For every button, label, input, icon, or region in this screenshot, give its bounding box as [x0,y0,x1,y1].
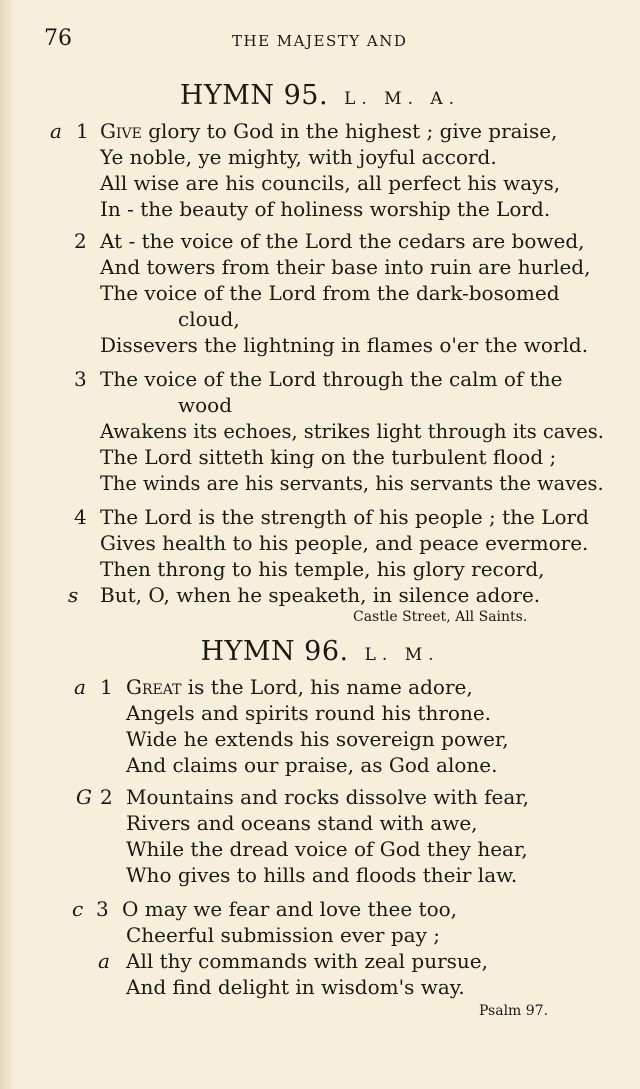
hymn-95-heading [0,80,640,111]
verse-number: 4 [74,505,87,529]
page-number: 76 [44,26,72,51]
verse-line: Mountains and rocks dissolve with fear, [126,785,529,809]
dynamic-mark: a [50,119,62,143]
first-word: Give [100,119,142,143]
verse-number: 1 [100,675,113,699]
running-title: THE MAJESTY AND [232,32,408,50]
hymn-95-title: HYMN 95. [179,80,329,111]
dynamic-mark: a [74,675,86,699]
verse-line: All wise are his councils, all perfect his ways, [100,171,561,195]
verse-line: All thy commands with zeal pursue, [126,949,488,973]
verse-number: 3 [74,367,87,391]
verse-line-continuation: cloud, [178,307,240,331]
verse-number: 3 [96,897,109,921]
verse-line: Wide he extends his sovereign power, [126,727,509,751]
verse-line: Angels and spirits round his throne. [126,701,492,725]
verse-number: 1 [76,119,89,143]
verse-line: In - the beauty of holiness worship the Lord. [100,197,551,221]
verse-line: Who gives to hills and floods their law. [126,863,518,887]
tune-name: Castle Street, All Saints. [353,609,528,625]
verse-line: And find delight in wisdom's way. [126,975,465,999]
dynamic-mark: G [76,785,92,809]
verse-line: Cheerful submission ever pay ; [126,923,440,947]
verse-line: The Lord sitteth king on the turbulent flood ; [100,445,557,469]
hymn-95-meter: L. M. A. [344,89,461,109]
first-word: Great [126,675,182,699]
verse-line-continuation: wood [178,393,233,417]
verse-line: And towers from their base into ruin are hurled, [100,255,591,279]
page-edge-shadow [0,0,14,1089]
verse-line: At - the voice of the Lord the cedars are bowed, [100,229,585,253]
verse-line: The winds are his servants, his servants the waves. [100,471,604,495]
verse-number: 2 [74,229,87,253]
verse-line: Ye noble, ye mighty, with joyful accord. [100,145,497,169]
verse-line: Great is the Lord, his name adore, [126,675,473,699]
verse-line: And claims our praise, as God alone. [126,753,498,777]
verse-line: Rivers and oceans stand with awe, [126,811,478,835]
verse-line: Then throng to his temple, his glory record, [100,557,545,581]
verse-line: The voice of the Lord through the calm of the [100,367,563,391]
tune-name: Psalm 97. [479,1003,549,1019]
verse-line: The Lord is the strength of his people ; the Lord [100,505,589,529]
verse-number: 2 [100,785,113,809]
verse-line: Awakens its echoes, strikes light through its caves. [100,419,604,443]
verse-line: While the dread voice of God they hear, [126,837,528,861]
verse-line: Dissevers the lightning in flames o'er the world. [100,333,589,357]
verse-line: The voice of the Lord from the dark-bosomed [100,281,560,305]
dynamic-mark: a [98,949,110,973]
dynamic-mark: c [72,897,84,921]
verse-line: But, O, when he speaketh, in silence adore. [100,583,541,607]
hymn-96-meter: L. M. [364,645,440,665]
dynamic-mark: s [68,583,79,607]
verse-line: Give glory to God in the highest ; give praise, [100,119,558,143]
verse-line: O may we fear and love thee too, [122,897,458,921]
hymn-96-heading [0,636,640,667]
page-header [0,26,640,56]
verse-line: Gives health to his people, and peace evermore. [100,531,589,555]
hymn-96-title: HYMN 96. [200,636,349,667]
